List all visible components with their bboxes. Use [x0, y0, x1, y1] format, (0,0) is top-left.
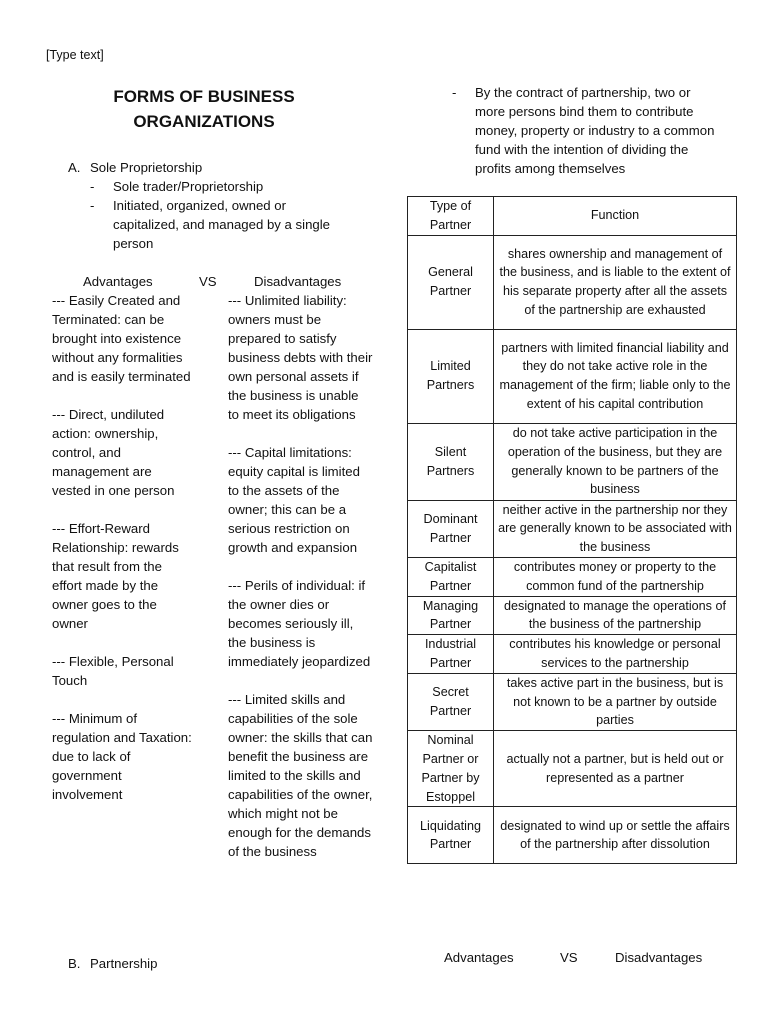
advantages-list [52, 291, 192, 823]
partnership-disadvantages-heading: Disadvantages [615, 950, 703, 965]
partner-function-cell: takes active part in the business, but is not known to be a partner by outside parties [494, 673, 737, 730]
partner-type-cell: Dominant Partner [408, 500, 494, 557]
section-b-heading [68, 954, 157, 973]
list-item: - Initiated, organized, owned or capitalized, and managed by a single person [90, 196, 350, 253]
section-b-title: Partnership [90, 956, 158, 971]
column-header-type: Type of Partner [408, 197, 494, 236]
partner-function-cell: contributes his knowledge or personal services to the partnership [494, 635, 737, 674]
partner-function-cell: contributes money or property to the common fund of the partnership [494, 557, 737, 596]
partner-type-cell: Silent Partners [408, 423, 494, 500]
section-a-letter: A. [68, 160, 81, 175]
table-row [408, 500, 737, 557]
definition-text: By the contract of partnership, two or more persons bind them to contribute money, property or industry to a common fund with the intention of dividing the profits among themselves [475, 85, 715, 176]
table-header-row [408, 197, 737, 236]
page-title: FORMS OF BUSINESS ORGANIZATIONS [113, 87, 295, 131]
section-a-title: Sole Proprietorship [90, 160, 203, 175]
header-note: [Type text] [46, 48, 104, 62]
advantage-item: --- Minimum of regulation and Taxation: due to lack of government involvement [52, 711, 192, 802]
table-row [408, 673, 737, 730]
table-row [408, 235, 737, 329]
advantage-item: --- Flexible, Personal Touch [52, 654, 174, 688]
table-row [408, 596, 737, 635]
partner-type-cell: Liquidating Partner [408, 807, 494, 864]
disadvantage-item: --- Limited skills and capabilities of the sole owner: the skills that can benefit the business are limited to the skills and capabilities of the owner, which might not be enough for the demands of the business [228, 692, 373, 859]
partner-function-cell: neither active in the partnership nor they are generally known to be associated with the business [494, 500, 737, 557]
partner-types-table [407, 196, 737, 864]
disadvantage-item: --- Perils of individual: if the owner dies or becomes seriously ill, the business is immediately jeopardized [228, 578, 371, 669]
partner-type-cell: Capitalist Partner [408, 557, 494, 596]
partner-type-cell: Limited Partners [408, 329, 494, 423]
disadvantages-heading: Disadvantages [254, 274, 342, 289]
table-row [408, 423, 737, 500]
section-a-bullet-list [90, 177, 350, 253]
partnership-definition [452, 83, 722, 178]
advantage-item: --- Effort-Reward Relationship: rewards that result from the effort made by the owner goes to the owner [52, 521, 179, 631]
advantage-item: --- Easily Created and Terminated: can be brought into existence without any formalities and is easily terminated [52, 293, 191, 384]
partner-function-cell: do not take active participation in the operation of the business, but they are generally known to be partners of the business [494, 423, 737, 500]
partner-function-cell: shares ownership and management of the business, and is liable to the extent of his separate property after all the assets of the partnership are exhausted [494, 235, 737, 329]
section-a-heading [68, 158, 202, 177]
disadvantage-item: --- Unlimited liability: owners must be prepared to satisfy business debts with their own personal assets if the business is unable to meet its obligations [228, 293, 373, 422]
partner-function-cell: designated to manage the operations of the business of the partnership [494, 596, 737, 635]
table-row [408, 635, 737, 674]
list-item: - Sole trader/Proprietorship [90, 177, 350, 196]
partner-function-cell: actually not a partner, but is held out or represented as a partner [494, 731, 737, 807]
advantages-heading: Advantages [83, 274, 153, 289]
disadvantage-item: --- Capital limitations: equity capital is limited to the assets of the owner; this can be a serious restriction on growth and expansion [228, 445, 360, 555]
partner-function-cell: partners with limited financial liability and they do not take active role in the management of the firm; liable only to the extent of his capital contribution [494, 329, 737, 423]
partner-function-cell: designated to wind up or settle the affairs of the partnership after dissolution [494, 807, 737, 864]
vs-label: VS [199, 274, 217, 289]
partnership-vs-label: VS [560, 950, 578, 965]
advantage-item: --- Direct, undiluted action: ownership, control, and management are vested in one person [52, 407, 175, 498]
column-header-function: Function [494, 197, 737, 236]
definition-dash: - [452, 85, 457, 100]
partnership-advantages-heading: Advantages [444, 950, 514, 965]
partner-type-cell: Secret Partner [408, 673, 494, 730]
table-row [408, 807, 737, 864]
table-row [408, 557, 737, 596]
partner-type-cell: Industrial Partner [408, 635, 494, 674]
section-b-letter: B. [68, 956, 81, 971]
table-row [408, 731, 737, 807]
disadvantages-list [228, 291, 373, 880]
partner-type-cell: Managing Partner [408, 596, 494, 635]
partner-type-cell: Nominal Partner or Partner by Estoppel [408, 731, 494, 807]
partner-type-cell: General Partner [408, 235, 494, 329]
table-row [408, 329, 737, 423]
